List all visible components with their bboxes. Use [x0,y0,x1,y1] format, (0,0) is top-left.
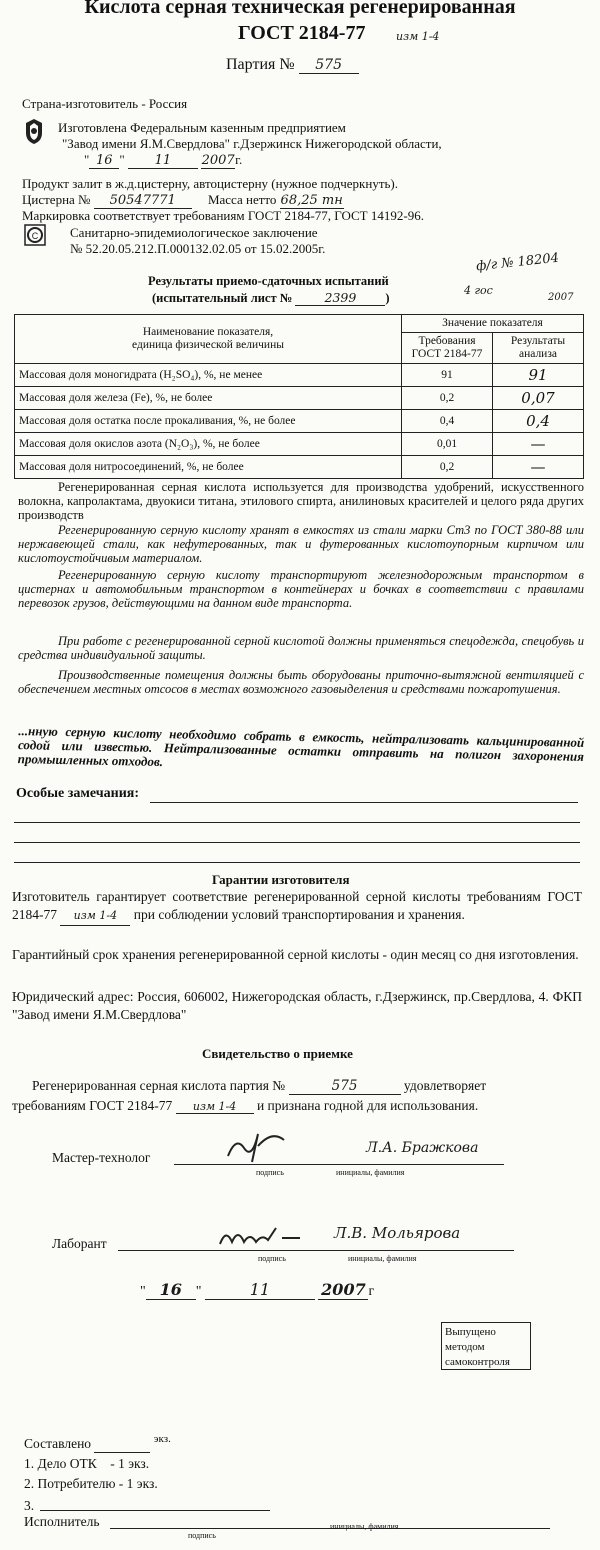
col-header-name: Наименование показателя, единица физической величины [15,315,402,364]
shelf-life-paragraph: Гарантийный срок хранения регенерированной серной кислоты - один месяц со дня изготовления. [12,947,579,962]
batch-number: 575 [299,57,359,74]
handwritten-note-3: 2007 [548,292,574,303]
legal-address-paragraph: Юридический адрес: Россия, 606002, Нижегородская область, г.Дзержинск, пр.Свердлова, 4. ФКП "Завод имени Я.М.Свердлова" [12,989,582,1022]
row-requirement: 0,4 [402,410,493,433]
lab-label: Лаборант [52,1236,107,1251]
marking-line: Маркировка соответствует требованиям ГОСТ 2184-77, ГОСТ 14192-96. [22,208,424,223]
row-requirement: 0,2 [402,456,493,479]
row-name: Массовая доля моногидрата (H₂SO₄), %, не менее [15,364,402,387]
copy-item-3: 3. [24,1498,35,1513]
table-row [15,364,584,387]
remarks-line [14,862,580,863]
lab-signature-icon [216,1222,306,1250]
table-row [15,456,584,479]
results-table [14,314,584,479]
ventilation-paragraph: Производственные помещения должны быть оборудованы приточно-вытяжной вентиляцией с обеспечением местных отсосов в местах возможного газовыделения и средствами пожаротушения. [18,668,584,696]
certification-mark-icon [24,224,46,246]
country-line: Страна-изготовитель - Россия [22,96,188,111]
guarantee-heading: Гарантии изготовителя [212,872,350,887]
acceptance-date-month: 11 [205,1280,315,1300]
ppe-paragraph: При работе с регенерированной серной кислотой должны применяться спецодежда, спецобувь и средства индивидуальной защиты. [18,634,584,662]
col-header-group: Значение показателя [402,315,584,333]
init-caption: инициалы, фамилия [330,1522,399,1531]
sheet-number: 2399 [295,290,385,306]
table-row [15,387,584,410]
sanitary-line1: Санитарно-эпидемиологическое заключение [70,225,318,240]
remarks-label: Особые замечания: [16,786,140,801]
gost-suffix-handwritten: изм 1-4 [396,30,440,43]
copy-item-3-line [40,1510,270,1511]
lab-sign-line [118,1250,514,1251]
handwritten-note-1: ф/г № 18204 [475,250,560,275]
handwritten-note-2: 4 гос [464,284,493,297]
spill-paragraph: ...нную серную кислоту необходимо собрать в емкость, нейтрализовать кальцинированной содой или известью. Нейтрализованные остатки отправить на полигон захоронения промышленных отходов. [17,723,585,770]
transport-paragraph: Регенерированную серную кислоту транспортируют железнодорожным транспортом в цистернах и автомобильным транспортом в контейнерах и бочках в соответствии с правилами перевозок грузов, действующими на данном виде транспорта. [18,568,584,610]
guarantee-paragraph: Изготовитель гарантирует соответствие регенерированной серной кислоты требованиям ГОСТ 2184-77 изм 1-4 при соблюдении условий транспортирования и хранения. [12,888,582,926]
acceptance-heading: Свидетельство о приемке [202,1046,353,1061]
acceptance-line1: Регенерированная серная кислота партия № 575 удовлетворяет [32,1078,487,1094]
acceptance-date-year: 2007 [318,1280,368,1300]
results-sheet: (испытательный лист № 2399 ) [152,290,390,305]
doc-title-gost: ГОСТ 2184-77 [238,22,366,44]
self-control-stamp: Выпущено методом самоконтроля [441,1322,531,1370]
tank-line: Цистерна № 50547771 Масса нетто 68,25 тн [22,192,343,208]
acceptance-gost-hand: изм 1-4 [176,1100,254,1114]
copy-item-2: 2. Потребителю - 1 экз. [24,1476,158,1491]
init-caption: инициалы, фамилия [348,1254,417,1263]
table-row [15,410,584,433]
results-heading: Результаты приемо-сдаточных испытаний [148,274,389,288]
production-date-day: 16 [89,153,119,169]
sig-caption: подпись [256,1168,284,1177]
tank-number: 50547771 [94,193,192,209]
production-date: " 16 " 11 2007г. [84,152,243,168]
row-result: 0,07 [493,387,584,410]
batch-label: Партия № 575 [226,56,359,74]
row-result: — [493,456,584,479]
storage-paragraph: Регенерированную серную кислоту хранят в емкостях из стали марки Ст3 по ГОСТ 380-88 или нержавеющей стали, как нефутерованных, так и футерованных кислотоупорным кирпичом или кислотоустойчивым материалом. [18,523,584,565]
doc-title-line1: Кислота серная техническая регенерированная [84,0,516,18]
acceptance-batch: 575 [289,1078,401,1095]
production-date-month: 11 [128,153,198,169]
row-requirement: 0,01 [402,433,493,456]
guarantee-gost-hand: изм 1-4 [60,907,130,926]
composed-line: Составлено $^{экз.}$ [24,1433,171,1451]
col-header-res: Результаты анализа [493,333,584,364]
usage-paragraph: Регенерированная серная кислота используется для производства удобрений, искусственного волокна, капролактама, двуокиси титана, этилового спирта, анилиновых красителей и целого ряда других производств [18,480,584,522]
init-caption: инициалы, фамилия [336,1168,405,1177]
remarks-line [14,842,580,843]
row-result: 0,4 [493,410,584,433]
acceptance-date: " 16 " 11 2007 г [140,1280,375,1299]
remarks-line [14,822,580,823]
row-name: Массовая доля нитросоединений, %, не более [15,456,402,479]
acceptance-date-day: 16 [146,1280,196,1300]
producer-line2: "Завод имени Я.М.Свердлова" г.Дзержинск Нижегородской области, [62,136,442,151]
net-mass: 68,25 тн [280,193,343,208]
executor-label: Исполнитель [24,1514,100,1529]
production-date-year: 2007 [201,153,235,168]
col-header-req: Требования ГОСТ 2184-77 [402,333,493,364]
master-initials: Л.А. Бражкова [366,1140,479,1156]
factory-emblem-icon [22,117,46,145]
row-result: — [493,433,584,456]
poured-line: Продукт залит в ж.д.цистерну, автоцистерну (нужное подчеркнуть). [22,176,399,191]
acceptance-line2: требованиям ГОСТ 2184-77 изм 1-4 и признана годной для использования. [12,1098,479,1113]
master-label: Мастер-технолог [52,1150,151,1165]
row-name: Массовая доля окислов азота (N₂O₃), %, не более [15,433,402,456]
master-signature-icon [222,1126,292,1166]
table-row [15,433,584,456]
svg-text:C: C [31,231,39,241]
remarks-line [150,802,578,803]
lab-initials: Л.В. Мольярова [334,1224,461,1242]
row-result: 91 [493,364,584,387]
producer-line1: Изготовлена Федеральным казенным предприятием [58,120,346,135]
copy-item-1: 1. Дело ОТК - 1 экз. [24,1456,150,1471]
sanitary-line2: № 52.20.05.212.П.000132.02.05 от 15.02.2005г. [70,241,326,256]
row-requirement: 91 [402,364,493,387]
row-requirement: 0,2 [402,387,493,410]
row-name: Массовая доля остатка после прокаливания, %, не более [15,410,402,433]
sig-caption: подпись [188,1531,216,1540]
sig-caption: подпись [258,1254,286,1263]
row-name: Массовая доля железа (Fe), %, не более [15,387,402,410]
